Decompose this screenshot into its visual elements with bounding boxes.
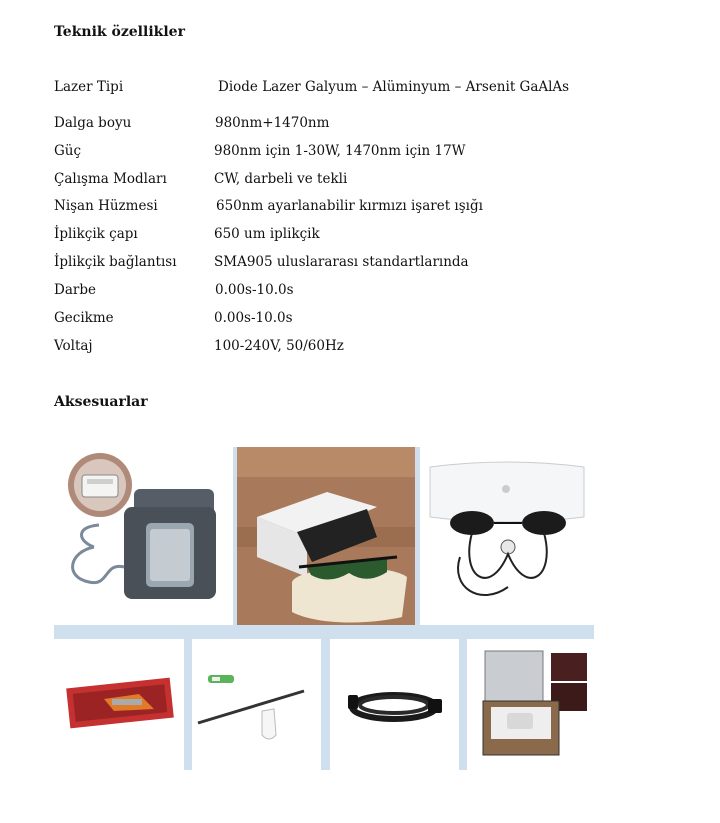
spec-label: Dalga boyu [54,115,132,131]
spec-label: Darbe [54,282,96,298]
spec-value: Diode Lazer Galyum – Alüminyum – Arsenit GaAlAs [218,79,570,95]
spec-value: CW, darbeli ve tekli [214,171,348,187]
spec-value: 100-240V, 50/60Hz [214,338,344,354]
spec-row-fiber-connector [54,254,654,274]
spec-value: 0.00s-10.0s [215,282,294,298]
accessory-fiber-handpiece-image [192,639,321,770]
spec-value: 980nm için 1-30W, 1470nm için 17W [214,143,466,159]
spec-row-modes [54,171,654,191]
accessory-eye-shields-image [420,447,594,625]
heading-technical-specs: Teknik özellikler [54,24,185,40]
spec-label: İplikçik çapı [54,226,138,242]
accessories-image-grid [54,447,594,770]
accessory-transport-case-image [467,639,594,770]
spec-row-wavelength [54,115,654,135]
spec-value: 650 um iplikçik [214,226,320,242]
spec-label: Lazer Tipi [54,79,124,95]
spec-row-fiber-diameter [54,226,654,246]
spec-value: 650nm ayarlanabilir kırmızı işaret ışığı [216,198,483,214]
spec-label: Çalışma Modları [54,171,167,187]
accessory-safety-glasses-image [237,447,415,625]
spec-value: 980nm+1470nm [215,115,330,131]
heading-accessories: Aksesuarlar [54,394,148,410]
spec-label: Nişan Hüzmesi [54,198,158,214]
spec-label: İplikçik bağlantısı [54,254,177,270]
spec-value: SMA905 uluslararası standartlarında [214,254,469,270]
accessory-fiber-cutter-image [54,639,184,770]
accessory-power-cable-image [330,639,459,770]
accessory-foot-switch-image [54,447,233,625]
spec-row-laser-type [54,79,654,99]
spec-label: Voltaj [54,338,93,354]
spec-row-power [54,143,654,163]
spec-row-pulse [54,282,654,302]
spec-label: Gecikme [54,310,114,326]
spec-value: 0.00s-10.0s [214,310,293,326]
spec-row-aiming-beam [54,198,654,218]
spec-row-delay [54,310,654,330]
spec-label: Güç [54,143,82,159]
spec-row-voltage [54,338,654,358]
